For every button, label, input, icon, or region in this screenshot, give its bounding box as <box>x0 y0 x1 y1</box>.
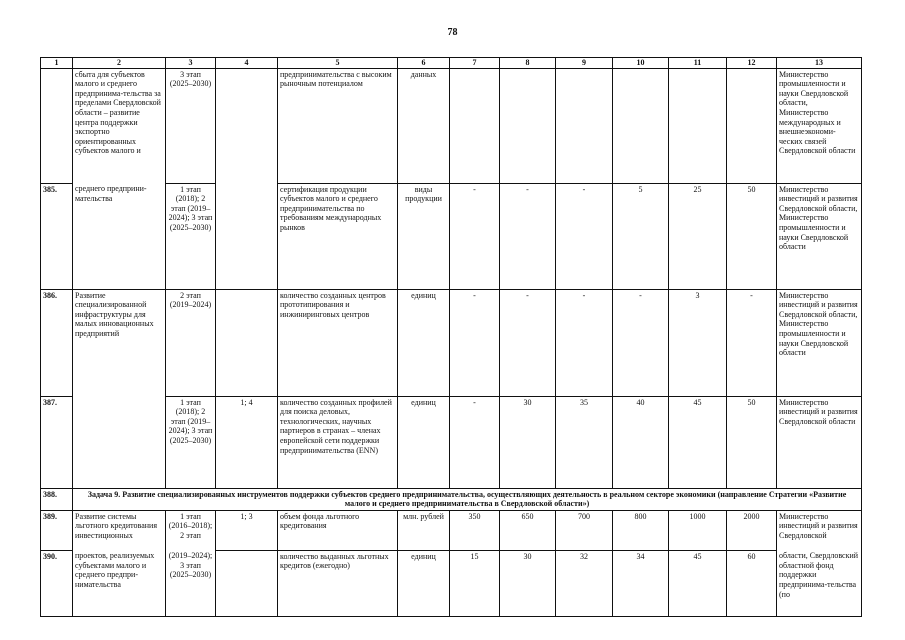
value-cell <box>450 68 500 183</box>
unit-cell: виды продукции <box>398 183 450 289</box>
unit-cell: единиц <box>398 289 450 396</box>
col-header: 3 <box>166 58 216 69</box>
goal-cell <box>216 550 278 616</box>
value-cell: - <box>556 289 613 396</box>
table-row <box>41 289 862 396</box>
goal-cell <box>216 183 278 289</box>
table-row <box>41 396 862 488</box>
indicator-table <box>40 57 862 617</box>
value-cell: 25 <box>669 183 727 289</box>
col-header: 12 <box>727 58 777 69</box>
stage-cell: 3 этап (2025–2030) <box>166 68 216 183</box>
goal-cell <box>216 68 278 183</box>
col-header: 13 <box>777 58 862 69</box>
activity-cell: Развитие системы льготного кредитования инвестиционных <box>73 510 166 550</box>
activity-cell: среднего предприни-мательства <box>73 183 166 289</box>
activity-cell: Развитие специализированной инфраструктуры для малых инновационных предприятий <box>73 289 166 396</box>
indicator-cell: предпринимательства с высоким рыночным потенциалом <box>278 68 398 183</box>
col-header: 7 <box>450 58 500 69</box>
header-row <box>41 58 862 69</box>
value-cell <box>727 68 777 183</box>
value-cell: 1000 <box>669 510 727 550</box>
value-cell: 60 <box>727 550 777 616</box>
value-cell: 30 <box>500 550 556 616</box>
activity-cell <box>73 396 166 488</box>
responsible-cell: Министерство инвестиций и развития Свердловской области, Министерство промышленности и науки Свердловской области <box>777 289 862 396</box>
value-cell: - <box>613 289 669 396</box>
value-cell: 32 <box>556 550 613 616</box>
col-header: 5 <box>278 58 398 69</box>
col-header: 8 <box>500 58 556 69</box>
value-cell: 50 <box>727 396 777 488</box>
indicator-cell: количество созданных профилей для поиска деловых, технологических, научных партнеров в странах – членах европейской сети поддержки предпринимательства (ENN) <box>278 396 398 488</box>
responsible-cell: Министерство инвестиций и развития Свердловской области, Министерство промышленности и науки Свердловской области <box>777 183 862 289</box>
value-cell: 50 <box>727 183 777 289</box>
row-number: 388. <box>41 488 73 510</box>
col-header: 1 <box>41 58 73 69</box>
unit-cell: единиц <box>398 396 450 488</box>
value-cell: - <box>500 183 556 289</box>
row-number: 385. <box>41 183 73 289</box>
value-cell: - <box>450 396 500 488</box>
value-cell: 34 <box>613 550 669 616</box>
stage-cell: 1 этап (2018); 2 этап (2019–2024); 3 этап (2025–2030) <box>166 183 216 289</box>
value-cell: 700 <box>556 510 613 550</box>
value-cell: 15 <box>450 550 500 616</box>
unit-cell: млн. рублей <box>398 510 450 550</box>
indicator-cell: объем фонда льготного кредитования <box>278 510 398 550</box>
activity-cell: проектов, реализуемых субъектами малого и среднего предпри-нимательства <box>73 550 166 616</box>
value-cell: 40 <box>613 396 669 488</box>
value-cell: 2000 <box>727 510 777 550</box>
stage-cell: 2 этап (2019–2024) <box>166 289 216 396</box>
col-header: 6 <box>398 58 450 69</box>
value-cell: 800 <box>613 510 669 550</box>
table-row <box>41 183 862 289</box>
col-header: 2 <box>73 58 166 69</box>
indicator-cell: количество созданных центров прототипирования и инжиниринговых центров <box>278 289 398 396</box>
table-row <box>41 488 862 510</box>
value-cell <box>613 68 669 183</box>
responsible-cell: Министерство промышленности и науки Свердловской области, Министерство международных и внешнеэкономи-ческих связей Свердловской области <box>777 68 862 183</box>
responsible-cell: Министерство инвестиций и развития Свердловской <box>777 510 862 550</box>
page-number: 78 <box>447 27 458 38</box>
goal-cell: 1; 4 <box>216 396 278 488</box>
col-header: 9 <box>556 58 613 69</box>
responsible-cell: Министерство инвестиций и развития Свердловской области <box>777 396 862 488</box>
value-cell: 45 <box>669 550 727 616</box>
table-row <box>41 510 862 550</box>
value-cell <box>669 68 727 183</box>
value-cell: - <box>450 289 500 396</box>
value-cell <box>500 68 556 183</box>
value-cell: 650 <box>500 510 556 550</box>
responsible-cell: области, Свердловский областной фонд поддержки предпринима-тельства (по <box>777 550 862 616</box>
value-cell: 35 <box>556 396 613 488</box>
value-cell: - <box>727 289 777 396</box>
indicator-cell: сертификация продукции субъектов малого и среднего предпринимательства по требованиям международных рынков <box>278 183 398 289</box>
value-cell: 350 <box>450 510 500 550</box>
col-header: 10 <box>613 58 669 69</box>
value-cell: 5 <box>613 183 669 289</box>
value-cell <box>556 68 613 183</box>
value-cell: - <box>450 183 500 289</box>
table-row <box>41 550 862 616</box>
row-number <box>41 68 73 183</box>
goal-cell <box>216 289 278 396</box>
goal-cell: 1; 3 <box>216 510 278 550</box>
value-cell: 30 <box>500 396 556 488</box>
col-header: 4 <box>216 58 278 69</box>
row-number: 389. <box>41 510 73 550</box>
col-header: 11 <box>669 58 727 69</box>
task-heading: Задача 9. Развитие специализированных инструментов поддержки субъектов среднего предпринимательства, осуществляющих деятельность в реальном секторе экономики (направление Стратегии «Развитие малого и среднего предпринимательства в Свердловской области») <box>73 488 862 510</box>
stage-cell: 1 этап (2018); 2 этап (2019–2024); 3 этап (2025–2030) <box>166 396 216 488</box>
value-cell: - <box>500 289 556 396</box>
indicator-cell: количество выданных льготных кредитов (ежегодно) <box>278 550 398 616</box>
row-number: 390. <box>41 550 73 616</box>
unit-cell: единиц <box>398 550 450 616</box>
value-cell: 3 <box>669 289 727 396</box>
row-number: 386. <box>41 289 73 396</box>
stage-cell: 1 этап (2016–2018); 2 этап <box>166 510 216 550</box>
row-number: 387. <box>41 396 73 488</box>
activity-cell: сбыта для субъектов малого и среднего предпринима-тельства за пределами Свердловской области – развитие центра поддержки экспортно ориентированных субъектов малого и <box>73 68 166 183</box>
unit-cell: данных <box>398 68 450 183</box>
stage-cell: (2019–2024); 3 этап (2025–2030) <box>166 550 216 616</box>
value-cell: 45 <box>669 396 727 488</box>
value-cell: - <box>556 183 613 289</box>
table-row <box>41 68 862 183</box>
